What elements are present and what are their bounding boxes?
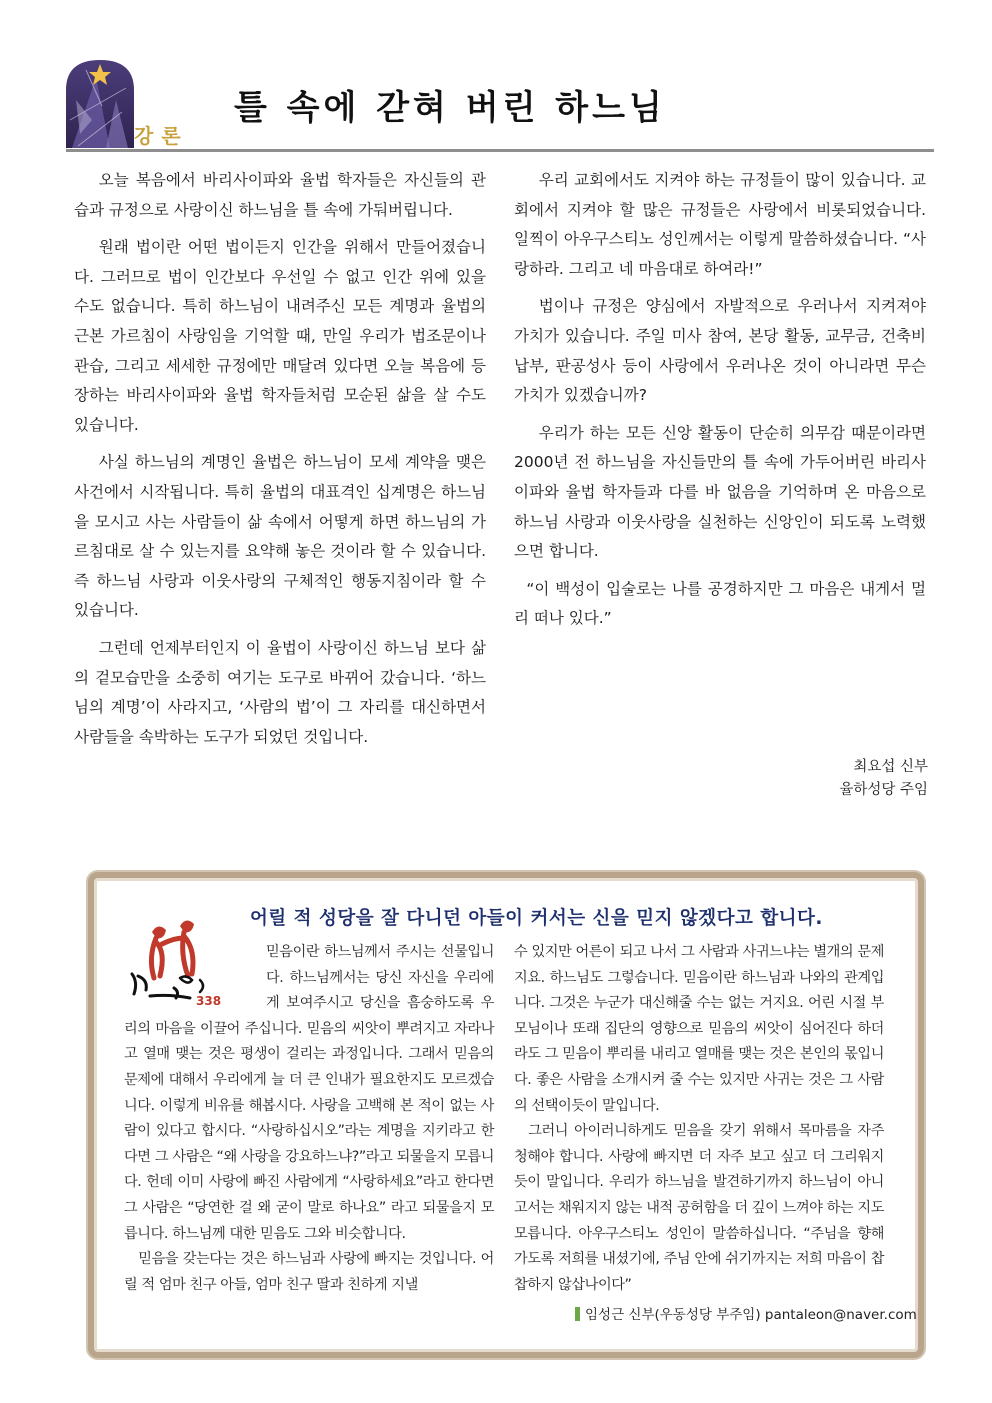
header-divider xyxy=(66,149,934,152)
box-signature xyxy=(575,1303,917,1323)
box-title: 어릴 적 성당을 잘 다니던 아들이 커서는 신을 믿지 않겠다고 합니다. xyxy=(250,908,823,929)
paragraph: 사실 하느님의 계명인 율법은 하느님이 모세 계약을 맺은 사건에서 시작됩니다. 특히 율법의 대표격인 십계명은 하느님을 모시고 사는 사람들이 삶 속에서 어떻게 하면 하느님의 가르침대로 살 수 있는지를 요약해 놓은 것이라 할 수 있습니다. 즉 하느님 사랑과 이웃사랑의 구체적인 행동지침이라 할 수 있습니다. xyxy=(74,453,486,620)
series-number: 338 xyxy=(196,994,222,1008)
section-label: 강론 xyxy=(134,124,189,148)
box-signature-text: 임성근 신부(우동성당 부주임) pantaleon@naver.com xyxy=(585,1307,917,1323)
box-paragraph: 그러니 아이러니하게도 믿음을 갖기 위해서 목마름을 자주 청해야 합니다. 사랑에 빠지면 더 자주 보고 싶고 더 그리워지듯이 말입니다. 우리가 하느님을 발견하기까지 하느님이 아니고서는 채워지지 않는 내적 공허함을 더 깊이 느껴야 하는 지도 모릅니다. 아우구스티노 성인이 말씀하십니다. “주님을 향해 가도록 저희를 내셨기에, 주님 안에 쉬기까지는 저희 마음이 찹찹하지 않삽나이다” xyxy=(514,1123,884,1293)
stained-glass-icon xyxy=(66,60,134,148)
box-right-column xyxy=(514,940,884,1298)
page-title: 틀 속에 갇혀 버린 하느님 xyxy=(234,88,666,128)
quote-paragraph: “이 백성이 입술로는 나를 공경하지만 그 마음은 내게서 멀리 떠나 있다.” xyxy=(514,579,926,628)
box-left-column xyxy=(124,940,494,1298)
author-signature xyxy=(514,756,928,802)
paragraph: 원래 법이란 어떤 법이든지 인간을 위해서 만들어졌습니다. 그러므로 법이 인간보다 우선일 수 없고 인간 위에 있을 수도 없습니다. 특히 하느님이 내려주신 모든 계명과 율법의 근본 가르침이 사랑임을 기억할 때, 만일 우리가 법조문이나 관습, 그리고 세세한 규정에만 매달려 있다면 오늘 복음에 등장하는 바리사이파와 율법 학자들처럼 모순된 삶을 살 수도 있습니다. xyxy=(74,238,486,434)
box-paragraph: 믿음을 갖는다는 것은 하느님과 사랑에 빠지는 것입니다. 어릴 적 엄마 친구 아들, 엄마 친구 딸과 친하게 지낼 xyxy=(124,1251,494,1293)
paragraph: 우리 교회에서도 지켜야 하는 규정들이 많이 있습니다. 교회에서 지켜야 할 많은 규정들은 사랑에서 비롯되었습니다. 일찍이 아우구스티노 성인께서는 이렇게 말씀하셨습니다. “사랑하라. 그리고 네 마음대로 하여라!” xyxy=(514,171,926,278)
logo-spacer xyxy=(124,940,266,1015)
author-role: 율하성당 주임 xyxy=(839,782,928,798)
box-paragraph: 믿음이란 하느님께서 주시는 선물입니다. 하느님께서는 당신 자신을 우리에게 보여주시고 당신을 흠숭하도록 우리의 마음을 이끌어 주십니다. 믿음의 씨앗이 뿌려지고 자라나고 열매 맺는 것은 평생이 걸리는 과정입니다. 그래서 믿음의 문제에 대해서 우리에게 늘 더 큰 인내가 필요한지도 모르겠습니다. 이렇게 비유를 해봅시다. 사랑을 고백해 본 적이 없는 사람이 있다고 합시다. “사랑하십시오”라는 계명을 지키라고 한다면 그 사람은 “왜 사랑을 강요하느냐?”라고 되물을지 모릅니다. 헌데 이미 사랑에 빠진 사람에게 “사랑하세요”라고 한다면 그 사람은 “당연한 걸 왜 굳이 말로 하나요” 라고 되물을지 모릅니다. 하느님께 대한 믿음도 그와 비슷합니다. xyxy=(124,944,494,1242)
author-name: 최요섭 신부 xyxy=(853,759,928,775)
box-paragraph: 수 있지만 어른이 되고 나서 그 사람과 사귀느냐는 별개의 문제지요. 하느님도 그렇습니다. 믿음이란 하느님과 나와의 관계입니다. 그것은 누군가 대신해줄 수는 없는 거지요. 어린 시절 부모님이나 또래 집단의 영향으로 믿음의 씨앗이 심어진다 하더라도 그 믿음이 뿌리를 내리고 열매를 맺는 것은 본인의 몫입니다. 좋은 사람을 소개시켜 줄 수는 있지만 사귀는 것은 그 사람의 선택이듯이 말입니다. xyxy=(514,944,884,1114)
right-column xyxy=(514,166,926,642)
paragraph: 오늘 복음에서 바리사이파와 율법 학자들은 자신들의 관습과 규정으로 사랑이신 하느님을 틀 속에 가둬버립니다. xyxy=(74,171,486,219)
paragraph: 우리가 하는 모든 신앙 활동이 단순히 의무감 때문이라면 2000년 전 하느님을 자신들만의 틀 속에 가두어버린 바리사이파와 율법 학자들과 다를 바 없음을 기억하며 온 마음으로 하느님 사랑과 이웃사랑을 실천하는 신앙인이 되도록 노력했으면 합니다. xyxy=(514,423,926,561)
paragraph: 법이나 규정은 양심에서 자발적으로 우러나서 지켜져야 가치가 있습니다. 주일 미사 참여, 본당 활동, 교무금, 건축비 납부, 판공성사 등이 사랑에서 우러나온 것이 아니라면 무슨 가치가 있겠습니까? xyxy=(514,297,926,405)
left-column xyxy=(74,166,486,760)
paragraph: 그런데 언제부터인지 이 율법이 사랑이신 하느님 보다 삶의 겉모습만을 소중히 여기는 도구로 바뀌어 갔습니다. ‘하느님의 계명’이 사라지고, ‘사람의 법’이 그 자리를 대신하면서 사람들을 속박하는 도구가 되었던 것입니다. xyxy=(74,638,486,746)
signature-bar-icon xyxy=(575,1307,580,1321)
article-header xyxy=(66,58,934,152)
